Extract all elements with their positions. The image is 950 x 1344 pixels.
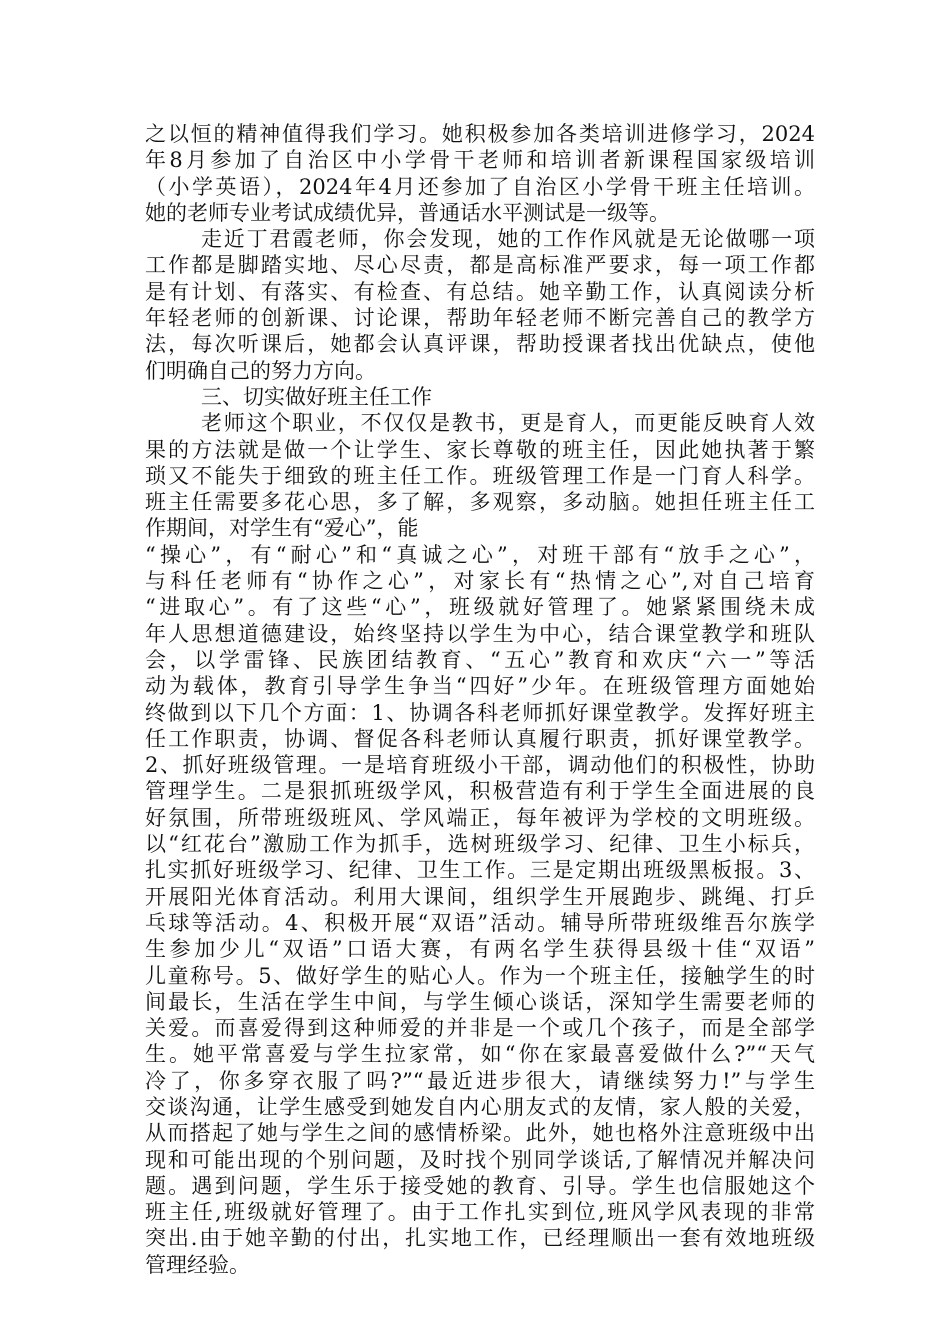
text-line: 果的方法就是做一个让学生、家长尊敬的班主任，因此她执著于繁 (145, 437, 815, 462)
text-line: 她的老师专业考试成绩优异，普通话水平测试是一级等。 (145, 200, 670, 225)
text-line: 终做到以下几个方面：1、协调各科老师抓好课堂教学。发挥好班主 (145, 700, 815, 725)
text-line: 年8月参加了自治区中小学骨干老师和培训者新课程国家级培训 (145, 148, 815, 173)
text-line: 现和可能出现的个别问题，及时找个别同学谈话,了解情况并解决问 (145, 1147, 815, 1172)
text-line: 突出.由于她辛勤的付出，扎实地工作，已经理顺出一套有效地班级 (145, 1226, 815, 1251)
text-line: 会，以学雷锋、民族团结教育、“五心”教育和欢庆“六一”等活 (145, 647, 815, 672)
text-line: 班主任,班级就好管理了。由于工作扎实到位,班风学风表现的非常 (145, 1200, 815, 1225)
text-line: 关爱。而喜爱得到这种师爱的并非是一个或几个孩子，而是全部学 (145, 1016, 815, 1041)
section-heading: 三、切实做好班主任工作 (201, 384, 432, 409)
text-line: 年轻老师的创新课、讨论课，帮助年轻老师不断完善自己的教学方 (145, 306, 815, 331)
text-line: 扎实抓好班级学习、纪律、卫生工作。三是定期出班级黑板报。3、 (145, 858, 815, 883)
text-line: 开展阳光体育活动。利用大课间，组织学生开展跑步、跳绳、打乒 (145, 884, 815, 909)
text-line: 好氛围，所带班级班风、学风端正，每年被评为学校的文明班级。 (145, 805, 815, 830)
text-line: 交谈沟通，让学生感受到她发自内心朋友式的友情，家人般的关爱， (145, 1094, 815, 1119)
text-line: 法，每次听课后，她都会认真评课，帮助授课者找出优缺点，使他 (145, 332, 815, 357)
text-line: 间最长，生活在学生中间，与学生倾心谈话，深知学生需要老师的 (145, 989, 815, 1014)
text-line: 年人思想道德建设，始终坚持以学生为中心，结合课堂教学和班队 (145, 621, 815, 646)
text-line: 生参加少儿“双语”口语大赛，有两名学生获得县级十佳“双语” (145, 937, 815, 962)
text-line: 任工作职责，协调、督促各科老师认真履行职责，抓好课堂教学。 (145, 726, 815, 751)
text-line: 工作都是脚踏实地、尽心尽责，都是高标准严要求，每一项工作都 (145, 253, 815, 278)
text-line: 乓球等活动。4、积极开展“双语”活动。辅导所带班级维吾尔族学 (145, 910, 815, 935)
text-line: “进取心”。有了这些“心”，班级就好管理了。她紧紧围绕未成 (145, 595, 815, 620)
text-line: 琐又不能失于细致的班主任工作。班级管理工作是一门育人科学。 (145, 463, 815, 488)
text-line: 动为载体，教育引导学生争当“四好”少年。在班级管理方面她始 (145, 674, 815, 699)
text-line: 管理学生。二是狠抓班级学风，积极营造有利于学生全面进展的良 (145, 779, 815, 804)
text-line: 老师这个职业，不仅仅是教书，更是育人，而更能反映育人效 (201, 411, 815, 436)
text-line: 儿童称号。5、做好学生的贴心人。作为一个班主任，接触学生的时 (145, 963, 815, 988)
text-line: 生。她平常喜爱与学生拉家常，如“你在家最喜爱做什么?”“天气 (145, 1042, 815, 1067)
text-line: 作期间，对学生有“爱心”，能 (145, 516, 419, 541)
text-line: （小学英语），2024年4月还参加了自治区小学骨干班主任培训。 (145, 174, 815, 199)
text-line: 与科任老师有“协作之心”，对家长有“热情之心”,对自己培育 (145, 569, 815, 594)
text-line: 题。遇到问题，学生乐于接受她的教育、引导。学生也信服她这个 (145, 1173, 815, 1198)
text-line: 2、抓好班级管理。一是培育班级小干部，调动他们的积极性，协助 (145, 753, 815, 778)
text-line: 管理经验。 (145, 1252, 250, 1277)
text-line: 班主任需要多花心思，多了解，多观察，多动脑。她担任班主任工 (145, 490, 815, 515)
text-line: 走近丁君霞老师，你会发现，她的工作作风就是无论做哪一项 (201, 227, 815, 252)
text-line: 从而搭起了她与学生之间的感情桥梁。此外，她也格外注意班级中出 (145, 1121, 815, 1146)
text-line: 是有计划、有落实、有检查、有总结。她辛勤工作，认真阅读分析 (145, 279, 815, 304)
text-line: 之以恒的精神值得我们学习。她积极参加各类培训进修学习，2024 (145, 122, 815, 146)
text-line: 冷了，你多穿衣服了吗?”“最近进步很大，请继续努力!”与学生 (145, 1068, 815, 1093)
text-line: 以“红花台”激励工作为抓手，选树班级学习、纪律、卫生小标兵， (145, 832, 815, 857)
text-line: 们明确自己的努力方向。 (145, 358, 376, 383)
text-line: “操心”，有“耐心”和“真诚之心”，对班干部有“放手之心”， (145, 542, 815, 567)
body-text (145, 121, 815, 1278)
